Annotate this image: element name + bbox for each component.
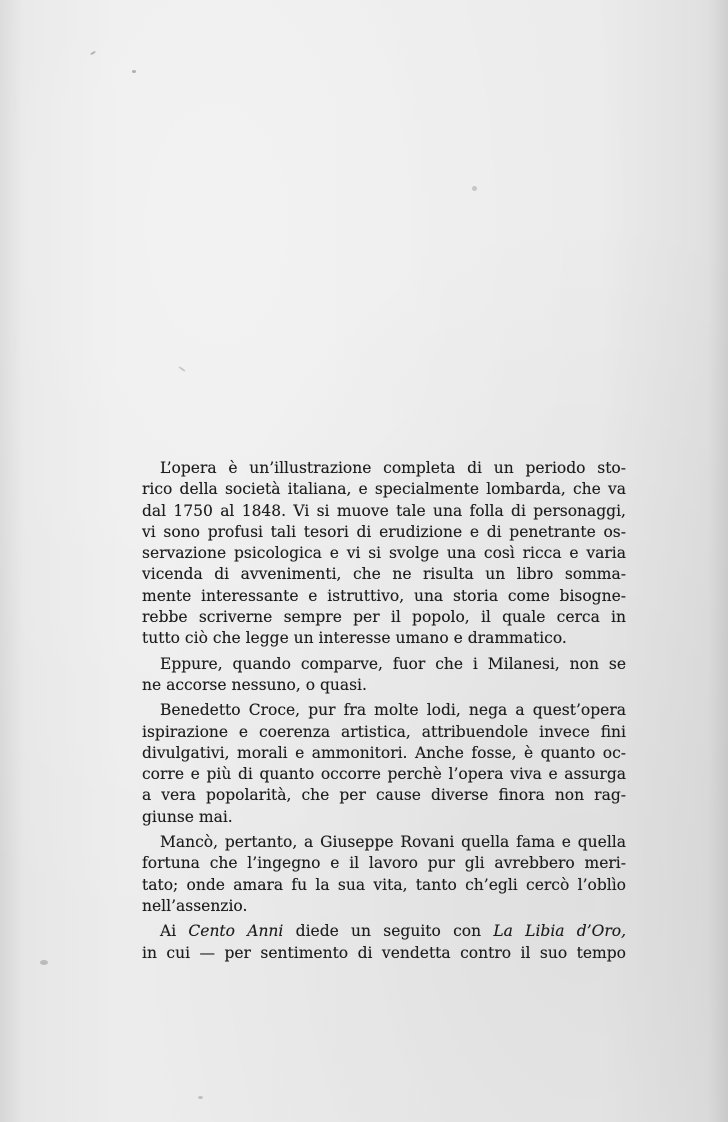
text-line: fortuna che l’ingegno e il lavoro pur gli avrebbero meri- <box>142 854 626 873</box>
text-line: mente interessante e istruttivo, una storia come bisogne- <box>142 586 626 605</box>
text-line: corre e più di quanto occorre perchè l’opera viva e assurga <box>142 765 626 784</box>
scan-speck <box>472 186 477 191</box>
scan-speck <box>40 960 48 965</box>
text-line: ne accorse nessuno, o quasi. <box>142 675 367 694</box>
scan-speck <box>132 70 136 73</box>
paragraph <box>142 458 626 650</box>
text-line: tato; onde amara fu la sua vita, tanto ch’egli cercò l’oblìo <box>142 875 626 894</box>
scan-speck <box>178 366 186 372</box>
text-line: vicenda di avvenimenti, che ne risulta un libro somma- <box>142 565 626 584</box>
text-line: Benedetto Croce, pur fra molte lodi, nega a quest’opera <box>160 701 626 720</box>
body-text <box>142 458 626 964</box>
book-title-cento-anni: Cento Anni <box>188 922 284 941</box>
text-line: a vera popolarità, che per cause diverse finora non rag- <box>142 786 626 805</box>
text-line: divulgativi, morali e ammonitori. Anche fosse, è quanto oc- <box>142 743 626 762</box>
text-line: dal 1750 al 1848. Vi si muove tale una folla di personaggi, <box>142 501 626 520</box>
text-line: vi sono profusi tali tesori di erudizione e di penetrante os- <box>142 522 626 541</box>
text-line: Eppure, quando comparve, fuor che i Milanesi, non se <box>160 654 626 673</box>
text-line: rico della società italiana, e specialmente lombarda, che va <box>142 480 626 499</box>
text-line: servazione psicologica e vi si svolge una così ricca e varia <box>142 544 626 563</box>
paragraph <box>142 921 626 964</box>
text-line: Mancò, pertanto, a Giuseppe Rovani quella fama e quella <box>160 833 626 852</box>
scan-speck <box>198 1096 203 1099</box>
paragraph <box>142 832 626 917</box>
text-line: in cui — per sentimento di vendetta contro il suo tempo <box>142 943 626 962</box>
text-line <box>142 921 626 942</box>
paragraph <box>142 700 626 828</box>
text-run: Ai <box>160 922 189 941</box>
paragraph <box>142 654 626 697</box>
text-line: ispirazione e coerenza artistica, attribuendole invece fini <box>142 722 626 741</box>
text-line: tutto ciò che legge un interesse umano e drammatico. <box>142 629 567 648</box>
text-run: diede un seguito con <box>283 922 494 941</box>
scan-speck <box>90 51 96 56</box>
text-line: rebbe scriverne sempre per il popolo, il quale cerca in <box>142 608 626 627</box>
book-title-la-libia-doro: La Libia d’Oro, <box>493 922 627 941</box>
text-line: nell’assenzio. <box>142 896 248 915</box>
text-line: L’opera è un’illustrazione completa di un periodo sto- <box>160 459 626 477</box>
text-line: giunse mai. <box>142 807 233 826</box>
